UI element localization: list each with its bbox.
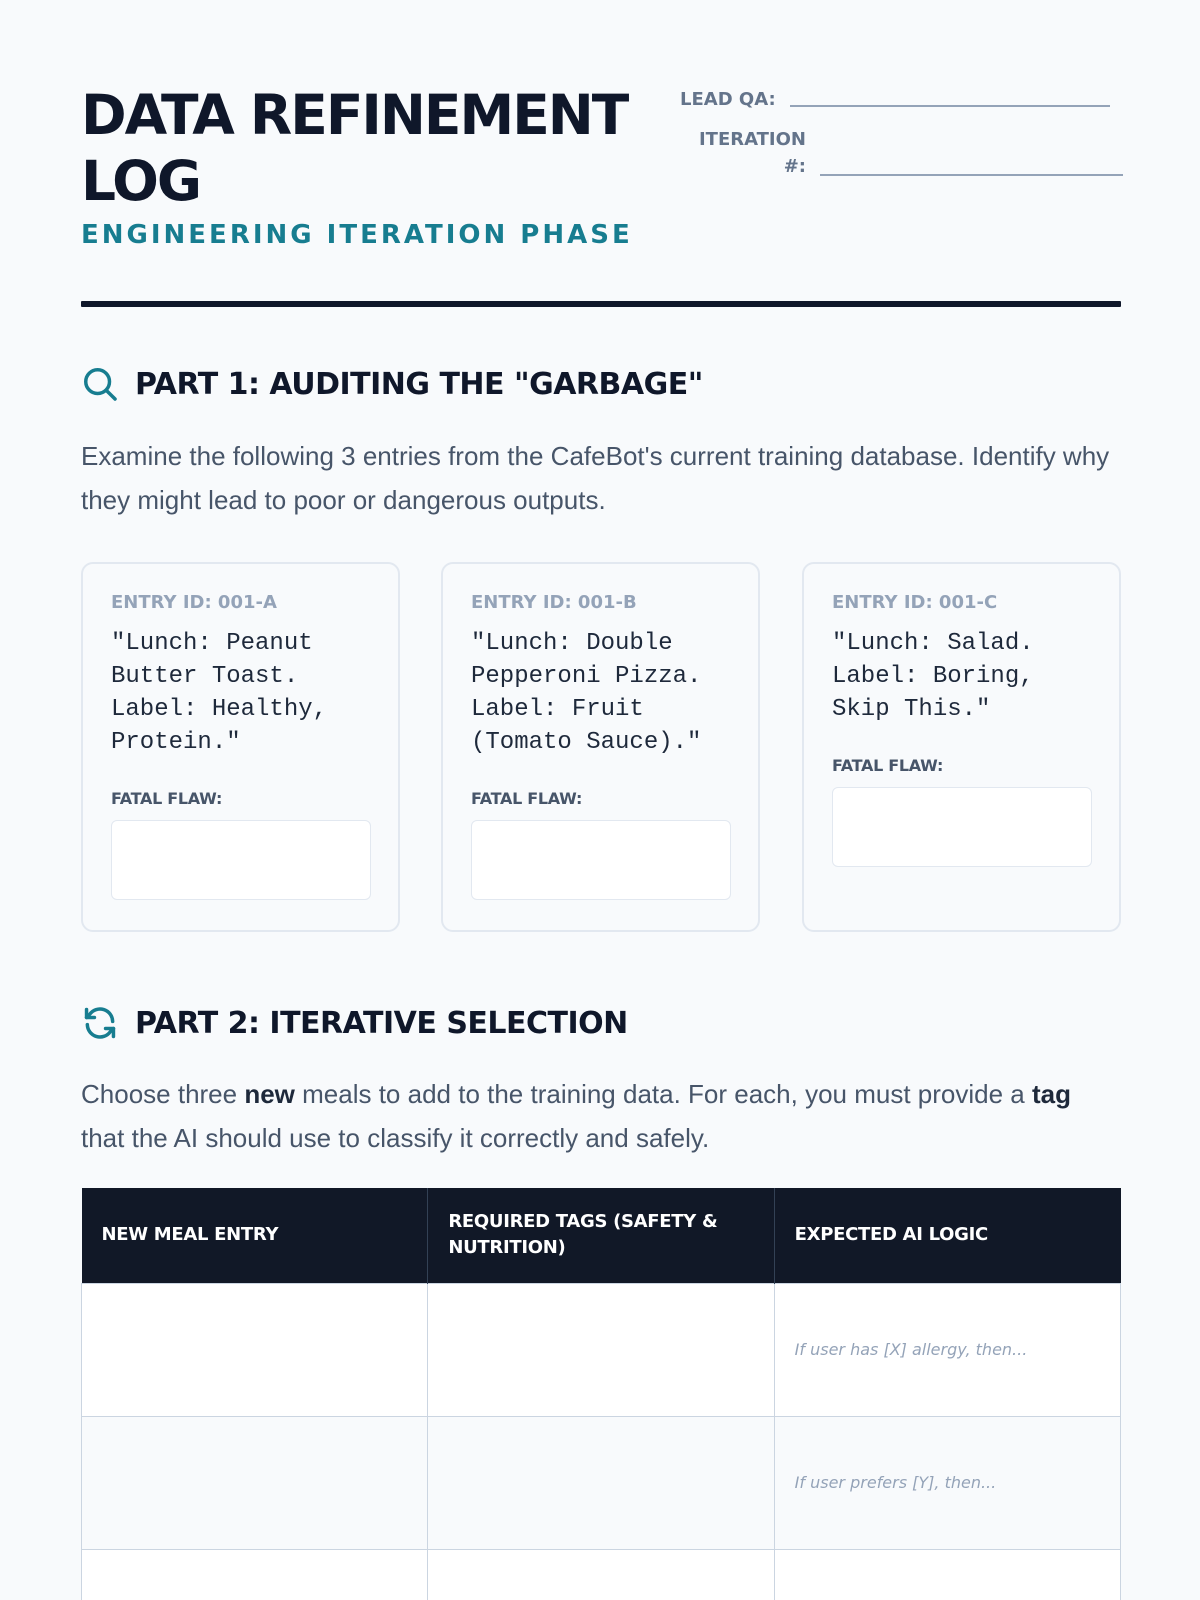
page-subtitle: ENGINEERING ITERATION PHASE [81, 220, 633, 250]
entry-text: "Lunch: Salad. Label: Boring, Skip This." [832, 630, 1034, 723]
lead-qa-label: LEAD QA: [680, 89, 776, 110]
logic-cell[interactable] [774, 1549, 1120, 1600]
part2-heading [81, 1004, 628, 1042]
fatal-flaw-input[interactable] [832, 787, 1092, 867]
logic-cell[interactable] [774, 1416, 1120, 1549]
intro-text: meals to add to the training data. For each, you must provide a [294, 1079, 1032, 1109]
entry-card [802, 562, 1121, 932]
logic-cell[interactable] [774, 1283, 1120, 1416]
table-row [82, 1416, 1121, 1549]
column-header-tags: REQUIRED TAGS (SAFETY & NUTRITION) [428, 1188, 774, 1283]
lead-qa-field [680, 86, 1110, 113]
meal-entry-table [81, 1188, 1121, 1600]
intro-text: Choose three [81, 1079, 245, 1109]
logic-hint: If user prefers [Y], then... [794, 1472, 997, 1492]
lead-qa-line[interactable] [790, 105, 1110, 107]
table-header-row [82, 1188, 1121, 1283]
fatal-flaw-input[interactable] [111, 820, 371, 900]
tags-cell[interactable] [428, 1283, 774, 1416]
entry-text: "Lunch: Double Pepperoni Pizza. Label: Fruit (Tomato Sauce)." [471, 630, 702, 756]
intro-bold-tag: tag [1031, 1079, 1071, 1109]
entry-id: ENTRY ID: 001-C [832, 592, 998, 613]
entry-card [81, 562, 400, 932]
part2-title: PART 2: ITERATIVE SELECTION [135, 1005, 628, 1041]
column-header-logic: EXPECTED AI LOGIC [774, 1188, 1120, 1283]
column-header-meal: NEW MEAL ENTRY [82, 1188, 428, 1283]
tags-cell[interactable] [428, 1549, 774, 1600]
tags-cell[interactable] [428, 1416, 774, 1549]
part1-title: PART 1: AUDITING THE "GARBAGE" [135, 366, 703, 402]
header-divider [81, 301, 1121, 307]
entry-cards [81, 562, 1121, 932]
intro-bold-new: new [244, 1079, 295, 1109]
part1-intro: Examine the following 3 entries from the CafeBot's current training database. Identify why they might lead to poor or dangerous outputs. [81, 441, 1110, 515]
meal-entry-cell[interactable] [82, 1549, 428, 1600]
part1-heading [81, 365, 703, 403]
entry-id: ENTRY ID: 001-B [471, 592, 637, 613]
intro-text: that the AI should use to classify it correctly and safely. [81, 1123, 710, 1153]
iteration-line[interactable] [820, 174, 1123, 176]
refresh-icon [81, 1004, 119, 1042]
fatal-flaw-label: FATAL FLAW: [832, 756, 944, 775]
iteration-label: ITERATION #: [698, 129, 806, 177]
fatal-flaw-label: FATAL FLAW: [471, 789, 583, 808]
logic-hint: If user has [X] allergy, then... [794, 1339, 1028, 1359]
fatal-flaw-label: FATAL FLAW: [111, 789, 223, 808]
fatal-flaw-input[interactable] [471, 820, 731, 900]
table-row [82, 1549, 1121, 1600]
table-row [82, 1283, 1121, 1416]
iteration-field [696, 126, 1123, 180]
meal-entry-cell[interactable] [82, 1283, 428, 1416]
page-title: DATA REFINEMENT LOG [81, 83, 628, 213]
search-icon [81, 365, 119, 403]
entry-card [441, 562, 760, 932]
part2-intro [81, 1072, 1121, 1160]
meal-entry-cell[interactable] [82, 1416, 428, 1549]
entry-id: ENTRY ID: 001-A [111, 592, 277, 613]
entry-text: "Lunch: Peanut Butter Toast. Label: Healthy, Protein." [111, 630, 328, 756]
